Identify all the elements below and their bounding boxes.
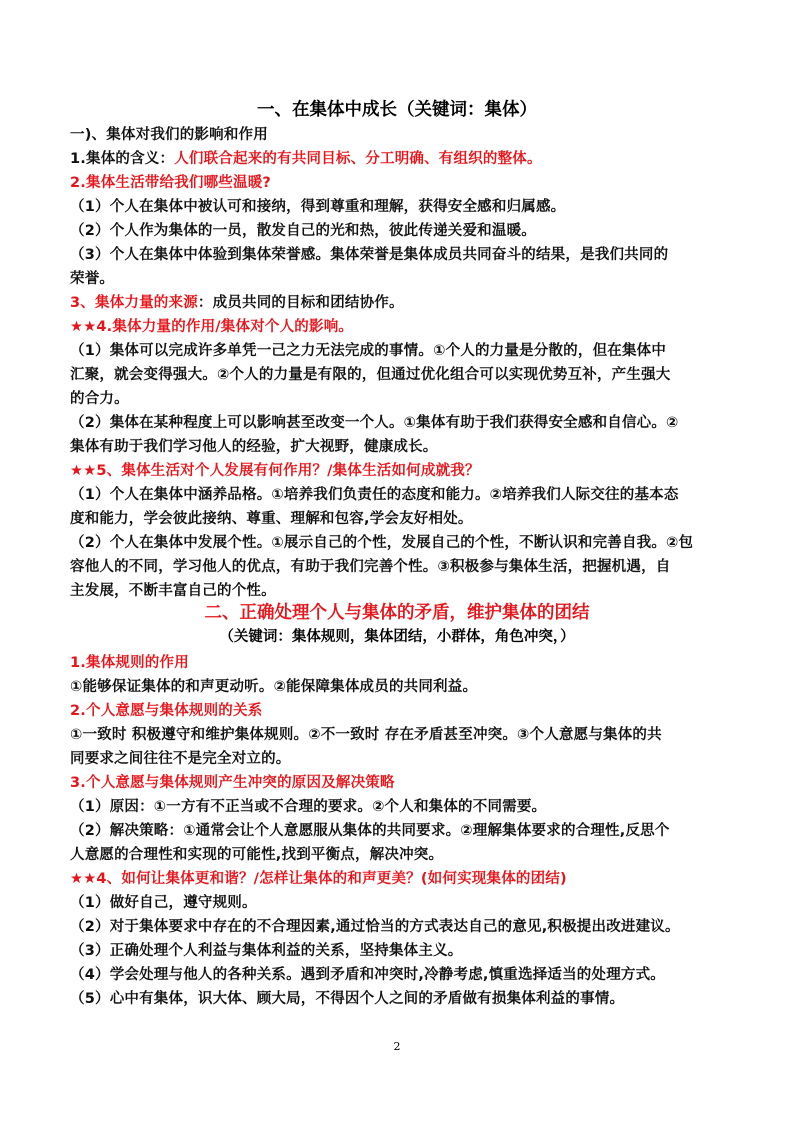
item1-definition bbox=[70, 149, 542, 169]
s2-item4-paragraph-3: （3）正确处理个人利益与集体利益的关系，坚持集体主义。 bbox=[70, 943, 463, 959]
item3-line bbox=[70, 293, 404, 313]
s2-item4-paragraph-2: （2）对于集体要求中存在的不合理因素,通过恰当的方式表达自己的意见,积极提出改进建议。 bbox=[70, 919, 680, 935]
page-number: 2 bbox=[393, 1040, 401, 1053]
item1-text: 人们联合起来的有共同目标、分工明确、有组织的整体。 bbox=[174, 151, 542, 167]
s2-item3-paragraph-1: （1）原因：①一方有不正当或不合理的要求。②个人和集体的不同需要。 bbox=[70, 799, 547, 815]
item4-paragraph-1c: 的合力。 bbox=[70, 391, 129, 407]
section1-title: 一、在集体中成长（关键词：集体） bbox=[257, 100, 537, 120]
item5-paragraph-2c: 主发展，不断丰富自己的个性。 bbox=[70, 583, 276, 599]
s2-item4-heading: ★★4、如何让集体更和谐？/怎样让集体的和声更美？(如何实现集体的团结) bbox=[70, 871, 567, 887]
item2-paragraph-2: （2）个人作为集体的一员，散发自己的光和热，彼此传递关爱和温暖。 bbox=[70, 223, 536, 239]
item4-paragraph-1a: （1）集体可以完成许多单凭一己之力无法完成的事情。①个人的力量是分散的，但在集体中 bbox=[70, 343, 667, 359]
s2-item2-paragraph-1a: ①一致时 积极遵守和维护集体规则。②不一致时 存在矛盾甚至冲突。③个人意愿与集体的共 bbox=[70, 727, 662, 743]
item3-text: ：成员共同的目标和团结协作。 bbox=[197, 295, 404, 311]
item5-paragraph-1b: 度和能力，学会彼此接纳、尊重、理解和包容,学会友好相处。 bbox=[70, 511, 473, 527]
item2-heading: 2.集体生活带给我们哪些温暖? bbox=[70, 175, 272, 191]
item2-paragraph-3a: （3）个人在集体中体验到集体荣誉感。集体荣誉是集体成员共同奋斗的结果，是我们共同的 bbox=[70, 247, 669, 263]
s2-item3-heading: 3.个人意愿与集体规则产生冲突的原因及解决策略 bbox=[70, 775, 395, 791]
item4-paragraph-1b: 汇聚，就会变得强大。②个人的力量是有限的，但通过优化组合可以实现优势互补，产生强大 bbox=[70, 367, 671, 383]
item4-paragraph-2a: （2）集体在某种程度上可以影响甚至改变一个人。①集体有助于我们获得安全感和自信心。② bbox=[70, 415, 679, 431]
section2-title: 二、正确处理个人与集体的矛盾，维护集体的团结 bbox=[204, 603, 590, 623]
s2-item4-paragraph-1: （1）做好自己，遵守规则。 bbox=[70, 895, 257, 911]
section1-heading: 一)、集体对我们的影响和作用 bbox=[70, 127, 268, 143]
s2-item1-text: ①能够保证集体的和声更动听。②能保障集体成员的共同利益。 bbox=[70, 679, 478, 695]
s2-item3-paragraph-2b: 人意愿的合理性和实现的可能性,找到平衡点，解决冲突。 bbox=[70, 847, 444, 863]
s2-item2-heading: 2.个人意愿与集体规则的关系 bbox=[70, 703, 263, 719]
item1-label: 1.集体的含义： bbox=[70, 151, 175, 167]
item2-paragraph-1: （1）个人在集体中被认可和接纳，得到尊重和理解，获得安全感和归属感。 bbox=[70, 199, 566, 215]
item5-paragraph-1a: （1）个人在集体中涵养品格。①培养我们负责任的态度和能力。②培养我们人际交往的基本态 bbox=[70, 487, 679, 503]
item3-label: 3、集体力量的来源 bbox=[70, 295, 198, 311]
item5-heading: ★★5、集体生活对个人发展有何作用？/集体生活如何成就我？ bbox=[70, 463, 480, 479]
item4-heading: ★★4.集体力量的作用/集体对个人的影响。 bbox=[70, 319, 354, 335]
s2-item4-paragraph-5: （5）心中有集体，识大体、顾大局，不得因个人之间的矛盾做有损集体利益的事情。 bbox=[70, 991, 625, 1007]
item5-paragraph-2b: 容他人的不同，学习他人的优点，有助于我们完善个性。③积极参与集体生活，把握机遇，自 bbox=[70, 559, 671, 575]
item5-paragraph-2a: （2）个人在集体中发展个性。①展示自己的个性，发展自己的个性，不断认识和完善自我。②包 bbox=[70, 535, 694, 551]
item2-paragraph-3b: 荣誉。 bbox=[70, 271, 115, 287]
s2-item3-paragraph-2a: （2）解决策略：①通常会让个人意愿服从集体的共同要求。②理解集体要求的合理性,反思个 bbox=[70, 823, 670, 839]
s2-item1-heading: 1.集体规则的作用 bbox=[70, 655, 189, 671]
item4-paragraph-2b: 集体有助于我们学习他人的经验，扩大视野，健康成长。 bbox=[70, 439, 438, 455]
section2-subtitle: （关键词：集体规则，集体团结，小群体，角色冲突，） bbox=[219, 629, 575, 645]
s2-item4-paragraph-4: （4）学会处理与他人的各种关系。遇到矛盾和冲突时,冷静考虑,慎重选择适当的处理方式。 bbox=[70, 967, 666, 983]
s2-item2-paragraph-1b: 同要求之间往往不是完全对立的。 bbox=[70, 751, 291, 767]
